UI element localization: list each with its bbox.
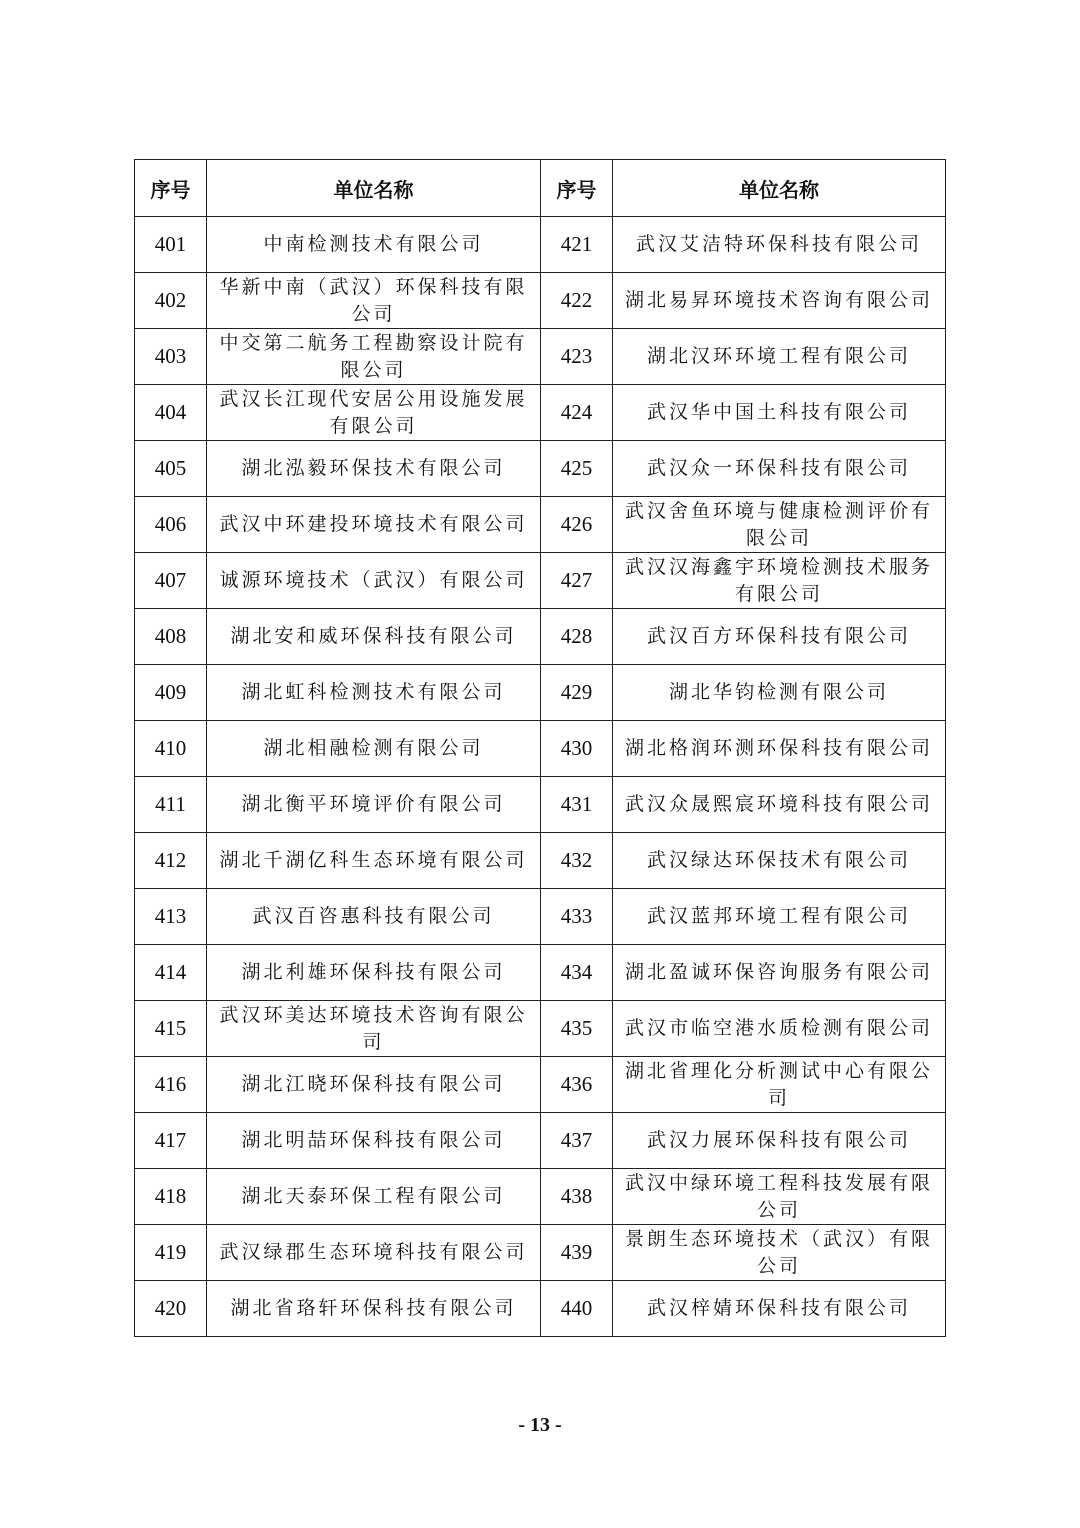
serial-number-right: 425 xyxy=(541,441,613,497)
table-row xyxy=(135,329,946,385)
organization-name-right: 湖北盈诚环保咨询服务有限公司 xyxy=(613,945,946,1001)
table-body xyxy=(135,217,946,1337)
header-serial-left: 序号 xyxy=(135,160,207,217)
organization-name-left: 湖北相融检测有限公司 xyxy=(207,721,541,777)
page-number: - 13 - xyxy=(518,1414,562,1436)
table-row xyxy=(135,553,946,609)
organization-name-right: 武汉艾洁特环保科技有限公司 xyxy=(613,217,946,273)
serial-number-right: 435 xyxy=(541,1001,613,1057)
table-row xyxy=(135,217,946,273)
table-row xyxy=(135,497,946,553)
organization-name-left: 湖北省珞轩环保科技有限公司 xyxy=(207,1281,541,1337)
organization-name-right: 武汉众晟熙宸环境科技有限公司 xyxy=(613,777,946,833)
serial-number-left: 420 xyxy=(135,1281,207,1337)
serial-number-right: 436 xyxy=(541,1057,613,1113)
serial-number-left: 412 xyxy=(135,833,207,889)
serial-number-right: 426 xyxy=(541,497,613,553)
organization-name-right: 武汉汉海鑫宇环境检测技术服务有限公司 xyxy=(613,553,946,609)
table-row xyxy=(135,1281,946,1337)
organization-name-left: 武汉绿郡生态环境科技有限公司 xyxy=(207,1225,541,1281)
organization-name-right: 湖北省理化分析测试中心有限公司 xyxy=(613,1057,946,1113)
organization-name-left: 湖北利雄环保科技有限公司 xyxy=(207,945,541,1001)
organization-name-left: 武汉环美达环境技术咨询有限公司 xyxy=(207,1001,541,1057)
table-row xyxy=(135,1113,946,1169)
table-row xyxy=(135,945,946,1001)
header-serial-right: 序号 xyxy=(541,160,613,217)
organization-name-right: 景朗生态环境技术（武汉）有限公司 xyxy=(613,1225,946,1281)
organization-name-left: 诚源环境技术（武汉）有限公司 xyxy=(207,553,541,609)
serial-number-left: 407 xyxy=(135,553,207,609)
serial-number-right: 440 xyxy=(541,1281,613,1337)
serial-number-left: 406 xyxy=(135,497,207,553)
serial-number-right: 439 xyxy=(541,1225,613,1281)
table-row xyxy=(135,833,946,889)
serial-number-right: 437 xyxy=(541,1113,613,1169)
organization-name-right: 武汉华中国土科技有限公司 xyxy=(613,385,946,441)
serial-number-left: 408 xyxy=(135,609,207,665)
table-row xyxy=(135,721,946,777)
organization-name-left: 武汉百咨惠科技有限公司 xyxy=(207,889,541,945)
organization-name-left: 武汉中环建投环境技术有限公司 xyxy=(207,497,541,553)
organization-name-left: 湖北泓毅环保技术有限公司 xyxy=(207,441,541,497)
table-row xyxy=(135,1225,946,1281)
table-row xyxy=(135,1169,946,1225)
organization-name-left: 武汉长江现代安居公用设施发展有限公司 xyxy=(207,385,541,441)
table-header-row xyxy=(135,160,946,217)
organization-name-right: 武汉百方环保科技有限公司 xyxy=(613,609,946,665)
table-row xyxy=(135,273,946,329)
table-row xyxy=(135,1001,946,1057)
organization-name-right: 武汉舍鱼环境与健康检测评价有限公司 xyxy=(613,497,946,553)
serial-number-right: 438 xyxy=(541,1169,613,1225)
serial-number-left: 405 xyxy=(135,441,207,497)
serial-number-right: 432 xyxy=(541,833,613,889)
serial-number-right: 423 xyxy=(541,329,613,385)
organization-name-right: 武汉市临空港水质检测有限公司 xyxy=(613,1001,946,1057)
serial-number-left: 415 xyxy=(135,1001,207,1057)
organization-name-right: 武汉梓婧环保科技有限公司 xyxy=(613,1281,946,1337)
organization-name-left: 湖北明喆环保科技有限公司 xyxy=(207,1113,541,1169)
serial-number-right: 431 xyxy=(541,777,613,833)
serial-number-left: 418 xyxy=(135,1169,207,1225)
table-row xyxy=(135,1057,946,1113)
table-row xyxy=(135,441,946,497)
organization-name-left: 湖北衡平环境评价有限公司 xyxy=(207,777,541,833)
table-row xyxy=(135,385,946,441)
organization-name-left: 湖北千湖亿科生态环境有限公司 xyxy=(207,833,541,889)
table-row xyxy=(135,777,946,833)
organization-name-right: 湖北易昇环境技术咨询有限公司 xyxy=(613,273,946,329)
serial-number-left: 414 xyxy=(135,945,207,1001)
serial-number-left: 419 xyxy=(135,1225,207,1281)
organization-name-left: 湖北江晓环保科技有限公司 xyxy=(207,1057,541,1113)
header-name-left: 单位名称 xyxy=(207,160,541,217)
serial-number-left: 402 xyxy=(135,273,207,329)
header-name-right: 单位名称 xyxy=(613,160,946,217)
table-row xyxy=(135,889,946,945)
serial-number-right: 430 xyxy=(541,721,613,777)
serial-number-right: 424 xyxy=(541,385,613,441)
serial-number-left: 410 xyxy=(135,721,207,777)
organization-name-right: 武汉众一环保科技有限公司 xyxy=(613,441,946,497)
serial-number-right: 429 xyxy=(541,665,613,721)
organization-name-right: 湖北格润环测环保科技有限公司 xyxy=(613,721,946,777)
serial-number-left: 413 xyxy=(135,889,207,945)
serial-number-right: 433 xyxy=(541,889,613,945)
serial-number-left: 417 xyxy=(135,1113,207,1169)
serial-number-right: 428 xyxy=(541,609,613,665)
organization-name-left: 湖北天泰环保工程有限公司 xyxy=(207,1169,541,1225)
organization-name-right: 湖北汉环环境工程有限公司 xyxy=(613,329,946,385)
serial-number-right: 427 xyxy=(541,553,613,609)
organization-name-right: 湖北华钧检测有限公司 xyxy=(613,665,946,721)
organization-name-left: 中交第二航务工程勘察设计院有限公司 xyxy=(207,329,541,385)
serial-number-right: 421 xyxy=(541,217,613,273)
organization-table xyxy=(134,159,946,1337)
serial-number-right: 422 xyxy=(541,273,613,329)
serial-number-left: 416 xyxy=(135,1057,207,1113)
organization-name-left: 湖北虹科检测技术有限公司 xyxy=(207,665,541,721)
organization-name-right: 武汉力展环保科技有限公司 xyxy=(613,1113,946,1169)
serial-number-right: 434 xyxy=(541,945,613,1001)
serial-number-left: 403 xyxy=(135,329,207,385)
serial-number-left: 409 xyxy=(135,665,207,721)
organization-name-right: 武汉绿达环保技术有限公司 xyxy=(613,833,946,889)
organization-name-right: 武汉蓝邦环境工程有限公司 xyxy=(613,889,946,945)
organization-name-left: 中南检测技术有限公司 xyxy=(207,217,541,273)
organization-name-left: 湖北安和威环保科技有限公司 xyxy=(207,609,541,665)
organization-name-left: 华新中南（武汉）环保科技有限公司 xyxy=(207,273,541,329)
table-row xyxy=(135,609,946,665)
serial-number-left: 401 xyxy=(135,217,207,273)
serial-number-left: 404 xyxy=(135,385,207,441)
table-row xyxy=(135,665,946,721)
organization-name-right: 武汉中绿环境工程科技发展有限公司 xyxy=(613,1169,946,1225)
serial-number-left: 411 xyxy=(135,777,207,833)
